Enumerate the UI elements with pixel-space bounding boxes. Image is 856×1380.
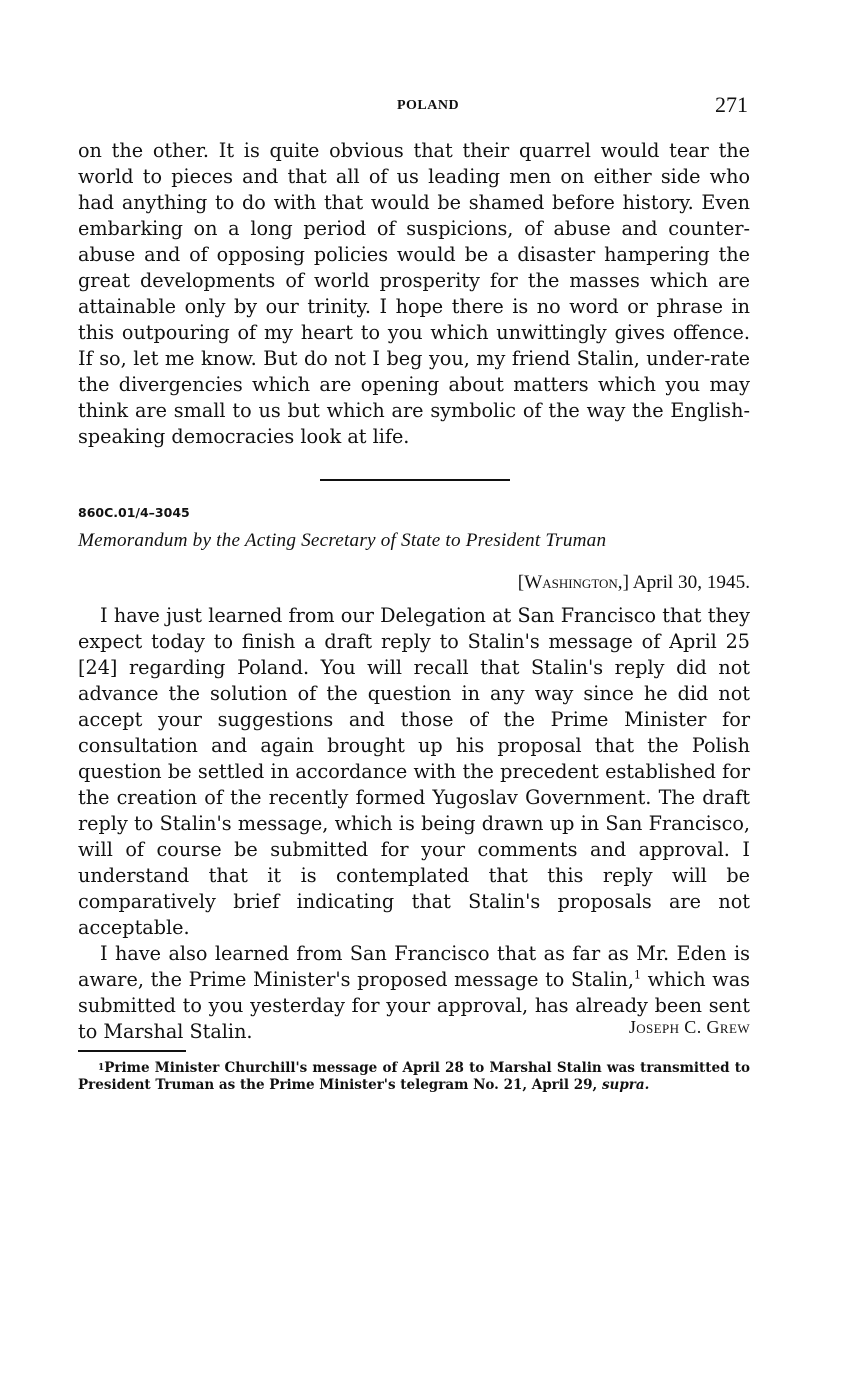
footnote-reference[interactable]: 1	[634, 968, 641, 982]
section-divider	[320, 479, 510, 481]
paragraph-2-after: which was submitted to you yesterday for your approval, has already been sent to Marshal Stalin.	[78, 968, 751, 1043]
signature: Joseph C. Grew	[628, 1017, 750, 1037]
footnote-marker: 1	[98, 1063, 105, 1073]
footnote-divider	[78, 1050, 186, 1052]
footnote-emphasis: supra.	[601, 1077, 650, 1093]
body-paragraph-1: I have just learned from our Delegation at San Francisco that they expect today to finish a draft reply to Stalin's message of April 25 [24] regarding Poland. You will recall that Stalin's reply did not advance the solution of the question in any way since he did not accept your suggestions and those of the Prime Minister for consultation and again brought up his proposal that the Polish question be settled in accordance with the precedent established for the creation of the recently formed Yugoslav Government. The draft reply to Stalin's message, which is being drawn up in San Francisco, will of course be submitted for your comments and approval. I understand that it is contemplated that this reply will be comparatively brief indicating that Stalin's proposals are not acceptable.	[78, 604, 750, 939]
running-header	[0, 92, 856, 122]
page-number: 271	[715, 92, 748, 117]
file-number: 860C.01/4–3045	[78, 505, 190, 520]
continuation-paragraph: on the other. It is quite obvious that their quarrel would tear the world to pieces and that all of us leading men on either side who had anything to do with that would be shamed before history. Even embarking on a long period of suspicions, of abuse and counter-abuse and of opposing policies would be a disaster hampering the great developments of world prosperity for the masses which are attainable only by our trinity. I hope there is no word or phrase in this outpouring of my heart to you which unwittingly gives offence. If so, let me know. But do not I beg you, my friend Stalin, under-rate the divergencies which are opening about matters which you may think are small to us but which are symbolic of the way the English-speaking democracies look at life.	[78, 139, 750, 448]
running-title: POLAND	[396, 98, 460, 113]
dateline-place: [Washington,]	[517, 572, 629, 593]
dateline	[518, 572, 750, 594]
continuation-text	[78, 138, 750, 450]
document-title: Memorandum by the Acting Secretary of State to President Truman	[78, 530, 607, 551]
footnote	[78, 1060, 750, 1094]
footnote-text: Prime Minister Churchill's message of April 28 to Marshal Stalin was transmitted to President Truman as the Prime Minister's telegram No. 21, April 29,	[78, 1060, 750, 1093]
memorandum-body	[78, 603, 750, 1045]
paragraph-2-before: I have also learned from San Francisco that as far as Mr. Eden is aware, the Prime Minister's proposed message to Stalin,	[78, 942, 750, 991]
dateline-date: April 30, 1945.	[632, 572, 750, 593]
